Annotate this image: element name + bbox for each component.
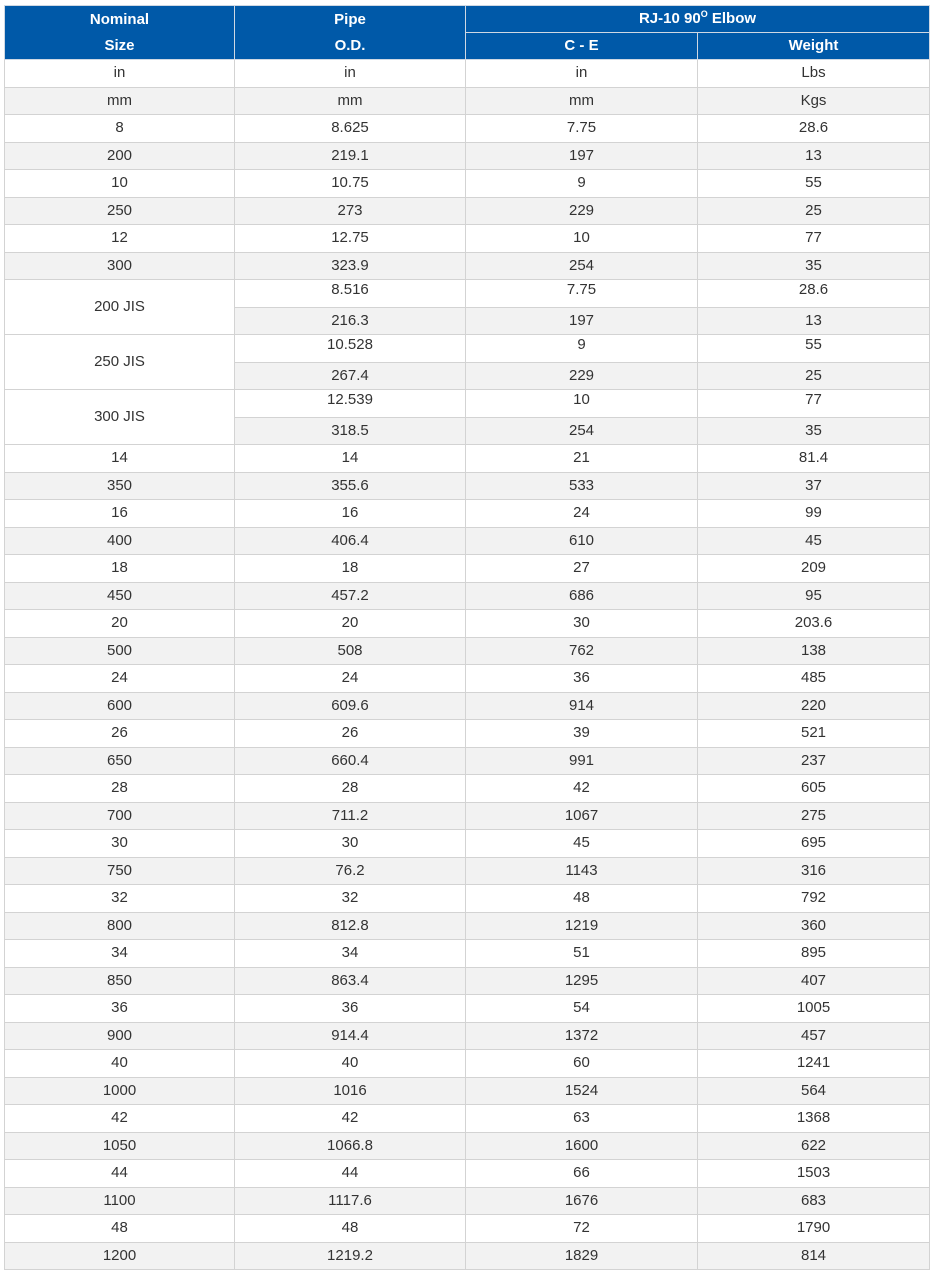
- table-row: [5, 252, 930, 280]
- nominal-size-cell: 900: [5, 1022, 235, 1050]
- ce-cell: 9: [466, 170, 698, 198]
- weight-cell: 45: [698, 527, 930, 555]
- nominal-size-cell: 1200: [5, 1242, 235, 1270]
- weight-cell: 99: [698, 500, 930, 528]
- header-group-title-rest: Elbow: [707, 10, 757, 27]
- weight-cell: 895: [698, 940, 930, 968]
- pipe-od-cell: 34: [235, 940, 466, 968]
- ce-cell: 1829: [466, 1242, 698, 1270]
- weight-cell: 1790: [698, 1215, 930, 1243]
- ce-cell: 229: [466, 197, 698, 225]
- weight-cell: Lbs: [698, 60, 930, 88]
- table-row: [5, 1215, 930, 1243]
- nominal-size-cell: 500: [5, 637, 235, 665]
- ce-cell: in: [466, 60, 698, 88]
- ce-cell: 1143: [466, 857, 698, 885]
- weight-cell: 81.4: [698, 445, 930, 473]
- weight-cell: 695: [698, 830, 930, 858]
- weight-cell: [698, 390, 930, 418]
- table-row: [5, 1187, 930, 1215]
- pipe-od-cell: mm: [235, 87, 466, 115]
- header-weight: Weight: [698, 33, 930, 60]
- table-row: [5, 170, 930, 198]
- table-row: [5, 197, 930, 225]
- ce-cell: 39: [466, 720, 698, 748]
- table-row: [5, 500, 930, 528]
- header-group-title: [466, 6, 930, 33]
- ce-cell: 66: [466, 1160, 698, 1188]
- ce-cell: 63: [466, 1105, 698, 1133]
- weight-cell: 407: [698, 967, 930, 995]
- ce-cell: [466, 390, 698, 418]
- pipe-od-cell: [235, 280, 466, 308]
- pipe-od-cell: 48: [235, 1215, 466, 1243]
- pipe-od-cell: 36: [235, 995, 466, 1023]
- pipe-od-cell: 406.4: [235, 527, 466, 555]
- ce-cell: [466, 335, 698, 363]
- header-nominal-size: [5, 6, 235, 60]
- ce-cell: 27: [466, 555, 698, 583]
- weight-cell: 485: [698, 665, 930, 693]
- nominal-size-cell: 200 JIS: [5, 280, 235, 335]
- weight-cell: 77: [698, 225, 930, 253]
- header-nominal-line1: Nominal: [89, 10, 150, 28]
- pipe-od-cell: 273: [235, 197, 466, 225]
- weight-cell: 25: [698, 197, 930, 225]
- ce-cell: 1676: [466, 1187, 698, 1215]
- pipe-od-cell: 76.2: [235, 857, 466, 885]
- table-row: [5, 720, 930, 748]
- table-row: [5, 527, 930, 555]
- table-row: [5, 775, 930, 803]
- nominal-size-cell: 250: [5, 197, 235, 225]
- pipe-od-value: 10.528: [327, 336, 373, 354]
- nominal-size-cell: 8: [5, 115, 235, 143]
- pipe-od-cell: 14: [235, 445, 466, 473]
- nominal-size-cell: 10: [5, 170, 235, 198]
- weight-cell: 605: [698, 775, 930, 803]
- pipe-od-cell: 660.4: [235, 747, 466, 775]
- table-row: [5, 390, 930, 418]
- nominal-size-cell: 34: [5, 940, 235, 968]
- pipe-od-cell: 32: [235, 885, 466, 913]
- header-pipe-line2: O.D.: [334, 36, 366, 54]
- ce-cell: 229: [466, 362, 698, 390]
- weight-cell: 35: [698, 252, 930, 280]
- pipe-od-value: 8.516: [331, 281, 369, 299]
- nominal-size-cell: in: [5, 60, 235, 88]
- weight-cell: 814: [698, 1242, 930, 1270]
- pipe-od-cell: 26: [235, 720, 466, 748]
- weight-cell: 275: [698, 802, 930, 830]
- ce-cell: 60: [466, 1050, 698, 1078]
- weight-cell: 13: [698, 142, 930, 170]
- pipe-od-cell: 323.9: [235, 252, 466, 280]
- ce-cell: 533: [466, 472, 698, 500]
- weight-cell: 792: [698, 885, 930, 913]
- nominal-size-cell: 20: [5, 610, 235, 638]
- ce-cell: 1524: [466, 1077, 698, 1105]
- ce-cell: 610: [466, 527, 698, 555]
- weight-cell: 35: [698, 417, 930, 445]
- nominal-size-cell: 750: [5, 857, 235, 885]
- weight-cell: Kgs: [698, 87, 930, 115]
- nominal-size-cell: 850: [5, 967, 235, 995]
- nominal-size-cell: 1050: [5, 1132, 235, 1160]
- pipe-od-cell: in: [235, 60, 466, 88]
- nominal-size-cell: 30: [5, 830, 235, 858]
- nominal-size-cell: 36: [5, 995, 235, 1023]
- weight-cell: 25: [698, 362, 930, 390]
- header-nominal-line2: Size: [104, 36, 135, 54]
- pipe-od-cell: 863.4: [235, 967, 466, 995]
- pipe-od-cell: 10.75: [235, 170, 466, 198]
- ce-cell: 24: [466, 500, 698, 528]
- pipe-od-cell: 44: [235, 1160, 466, 1188]
- weight-cell: 457: [698, 1022, 930, 1050]
- nominal-size-cell: 600: [5, 692, 235, 720]
- ce-cell: [466, 280, 698, 308]
- ce-cell: 72: [466, 1215, 698, 1243]
- elbow-dimension-table: [4, 5, 930, 1270]
- ce-cell: 762: [466, 637, 698, 665]
- ce-value: 9: [577, 336, 586, 354]
- weight-cell: 203.6: [698, 610, 930, 638]
- weight-cell: 37: [698, 472, 930, 500]
- weight-cell: 564: [698, 1077, 930, 1105]
- nominal-size-cell: 18: [5, 555, 235, 583]
- nominal-size-cell: 650: [5, 747, 235, 775]
- pipe-od-cell: 30: [235, 830, 466, 858]
- ce-cell: 21: [466, 445, 698, 473]
- table-row: [5, 692, 930, 720]
- pipe-od-cell: 812.8: [235, 912, 466, 940]
- ce-cell: 36: [466, 665, 698, 693]
- weight-value: 55: [805, 336, 822, 354]
- table-row: [5, 445, 930, 473]
- pipe-od-cell: 318.5: [235, 417, 466, 445]
- ce-cell: mm: [466, 87, 698, 115]
- table-row: [5, 280, 930, 308]
- header-ce: C - E: [466, 33, 698, 60]
- pipe-od-cell: 711.2: [235, 802, 466, 830]
- ce-cell: 30: [466, 610, 698, 638]
- weight-cell: 1368: [698, 1105, 930, 1133]
- pipe-od-cell: [235, 390, 466, 418]
- pipe-od-cell: 42: [235, 1105, 466, 1133]
- weight-cell: 1005: [698, 995, 930, 1023]
- nominal-size-cell: 12: [5, 225, 235, 253]
- nominal-size-cell: 300 JIS: [5, 390, 235, 445]
- header-group-title-text: RJ-10 90: [638, 10, 701, 27]
- weight-cell: 55: [698, 170, 930, 198]
- nominal-size-cell: 1000: [5, 1077, 235, 1105]
- nominal-size-cell: 16: [5, 500, 235, 528]
- table-row: [5, 472, 930, 500]
- pipe-od-cell: [235, 335, 466, 363]
- weight-cell: 360: [698, 912, 930, 940]
- pipe-od-cell: 28: [235, 775, 466, 803]
- table-row: [5, 1105, 930, 1133]
- table-row: [5, 335, 930, 363]
- pipe-od-cell: 267.4: [235, 362, 466, 390]
- pipe-od-cell: 216.3: [235, 307, 466, 335]
- nominal-size-cell: 700: [5, 802, 235, 830]
- pipe-od-cell: 18: [235, 555, 466, 583]
- table-container: [4, 5, 930, 1270]
- table-row: [5, 747, 930, 775]
- ce-cell: 54: [466, 995, 698, 1023]
- nominal-size-cell: mm: [5, 87, 235, 115]
- table-row: [5, 1160, 930, 1188]
- ce-cell: 1372: [466, 1022, 698, 1050]
- ce-cell: 686: [466, 582, 698, 610]
- pipe-od-cell: 24: [235, 665, 466, 693]
- ce-cell: 1295: [466, 967, 698, 995]
- table-row: [5, 87, 930, 115]
- table-row: [5, 830, 930, 858]
- ce-value: 10: [573, 391, 590, 409]
- pipe-od-cell: 355.6: [235, 472, 466, 500]
- weight-cell: 316: [698, 857, 930, 885]
- nominal-size-cell: 200: [5, 142, 235, 170]
- weight-cell: [698, 280, 930, 308]
- table-row: [5, 115, 930, 143]
- ce-cell: 991: [466, 747, 698, 775]
- ce-cell: 10: [466, 225, 698, 253]
- weight-cell: 28.6: [698, 115, 930, 143]
- ce-cell: 1067: [466, 802, 698, 830]
- nominal-size-cell: 350: [5, 472, 235, 500]
- table-row: [5, 225, 930, 253]
- pipe-od-cell: 16: [235, 500, 466, 528]
- weight-cell: 237: [698, 747, 930, 775]
- ce-cell: 1600: [466, 1132, 698, 1160]
- weight-cell: 1503: [698, 1160, 930, 1188]
- table-row: [5, 665, 930, 693]
- nominal-size-cell: 44: [5, 1160, 235, 1188]
- ce-value: 7.75: [566, 281, 597, 299]
- pipe-od-cell: 1016: [235, 1077, 466, 1105]
- nominal-size-cell: 28: [5, 775, 235, 803]
- nominal-size-cell: 42: [5, 1105, 235, 1133]
- table-row: [5, 940, 930, 968]
- pipe-od-value: 12.539: [327, 391, 373, 409]
- nominal-size-cell: 40: [5, 1050, 235, 1078]
- nominal-size-cell: 800: [5, 912, 235, 940]
- table-row: [5, 967, 930, 995]
- weight-cell: [698, 335, 930, 363]
- ce-cell: 48: [466, 885, 698, 913]
- pipe-od-cell: 40: [235, 1050, 466, 1078]
- ce-cell: 914: [466, 692, 698, 720]
- ce-cell: 197: [466, 142, 698, 170]
- ce-cell: 45: [466, 830, 698, 858]
- ce-cell: 42: [466, 775, 698, 803]
- nominal-size-cell: 26: [5, 720, 235, 748]
- table-row: [5, 1077, 930, 1105]
- weight-cell: 13: [698, 307, 930, 335]
- table-row: [5, 885, 930, 913]
- weight-value: 28.6: [798, 281, 829, 299]
- header-pipe-od: [235, 6, 466, 60]
- ce-cell: 1219: [466, 912, 698, 940]
- table-row: [5, 637, 930, 665]
- nominal-size-cell: 24: [5, 665, 235, 693]
- table-row: [5, 1242, 930, 1270]
- nominal-size-cell: 1100: [5, 1187, 235, 1215]
- nominal-size-cell: 450: [5, 582, 235, 610]
- weight-cell: 1241: [698, 1050, 930, 1078]
- table-row: [5, 142, 930, 170]
- pipe-od-cell: 457.2: [235, 582, 466, 610]
- pipe-od-cell: 219.1: [235, 142, 466, 170]
- pipe-od-cell: 914.4: [235, 1022, 466, 1050]
- table-row: [5, 912, 930, 940]
- pipe-od-cell: 1117.6: [235, 1187, 466, 1215]
- table-row: [5, 582, 930, 610]
- weight-cell: 138: [698, 637, 930, 665]
- pipe-od-cell: 1219.2: [235, 1242, 466, 1270]
- weight-cell: 622: [698, 1132, 930, 1160]
- pipe-od-cell: 12.75: [235, 225, 466, 253]
- nominal-size-cell: 250 JIS: [5, 335, 235, 390]
- nominal-size-cell: 400: [5, 527, 235, 555]
- pipe-od-cell: 508: [235, 637, 466, 665]
- pipe-od-cell: 609.6: [235, 692, 466, 720]
- header-row-1: [5, 6, 930, 33]
- ce-cell: 254: [466, 417, 698, 445]
- table-row: [5, 555, 930, 583]
- weight-cell: 220: [698, 692, 930, 720]
- weight-cell: 95: [698, 582, 930, 610]
- nominal-size-cell: 32: [5, 885, 235, 913]
- pipe-od-cell: 8.625: [235, 115, 466, 143]
- table-row: [5, 610, 930, 638]
- ce-cell: 51: [466, 940, 698, 968]
- weight-cell: 209: [698, 555, 930, 583]
- nominal-size-cell: 48: [5, 1215, 235, 1243]
- weight-cell: 683: [698, 1187, 930, 1215]
- table-row: [5, 857, 930, 885]
- nominal-size-cell: 14: [5, 445, 235, 473]
- nominal-size-cell: 300: [5, 252, 235, 280]
- weight-cell: 521: [698, 720, 930, 748]
- table-row: [5, 1050, 930, 1078]
- pipe-od-cell: 1066.8: [235, 1132, 466, 1160]
- ce-cell: 197: [466, 307, 698, 335]
- weight-value: 77: [805, 391, 822, 409]
- table-row: [5, 1132, 930, 1160]
- table-row: [5, 802, 930, 830]
- ce-cell: 7.75: [466, 115, 698, 143]
- table-row: [5, 995, 930, 1023]
- header-group-title-sup: O: [700, 9, 708, 19]
- header-pipe-line1: Pipe: [334, 10, 366, 28]
- pipe-od-cell: 20: [235, 610, 466, 638]
- table-row: [5, 1022, 930, 1050]
- ce-cell: 254: [466, 252, 698, 280]
- table-row: [5, 60, 930, 88]
